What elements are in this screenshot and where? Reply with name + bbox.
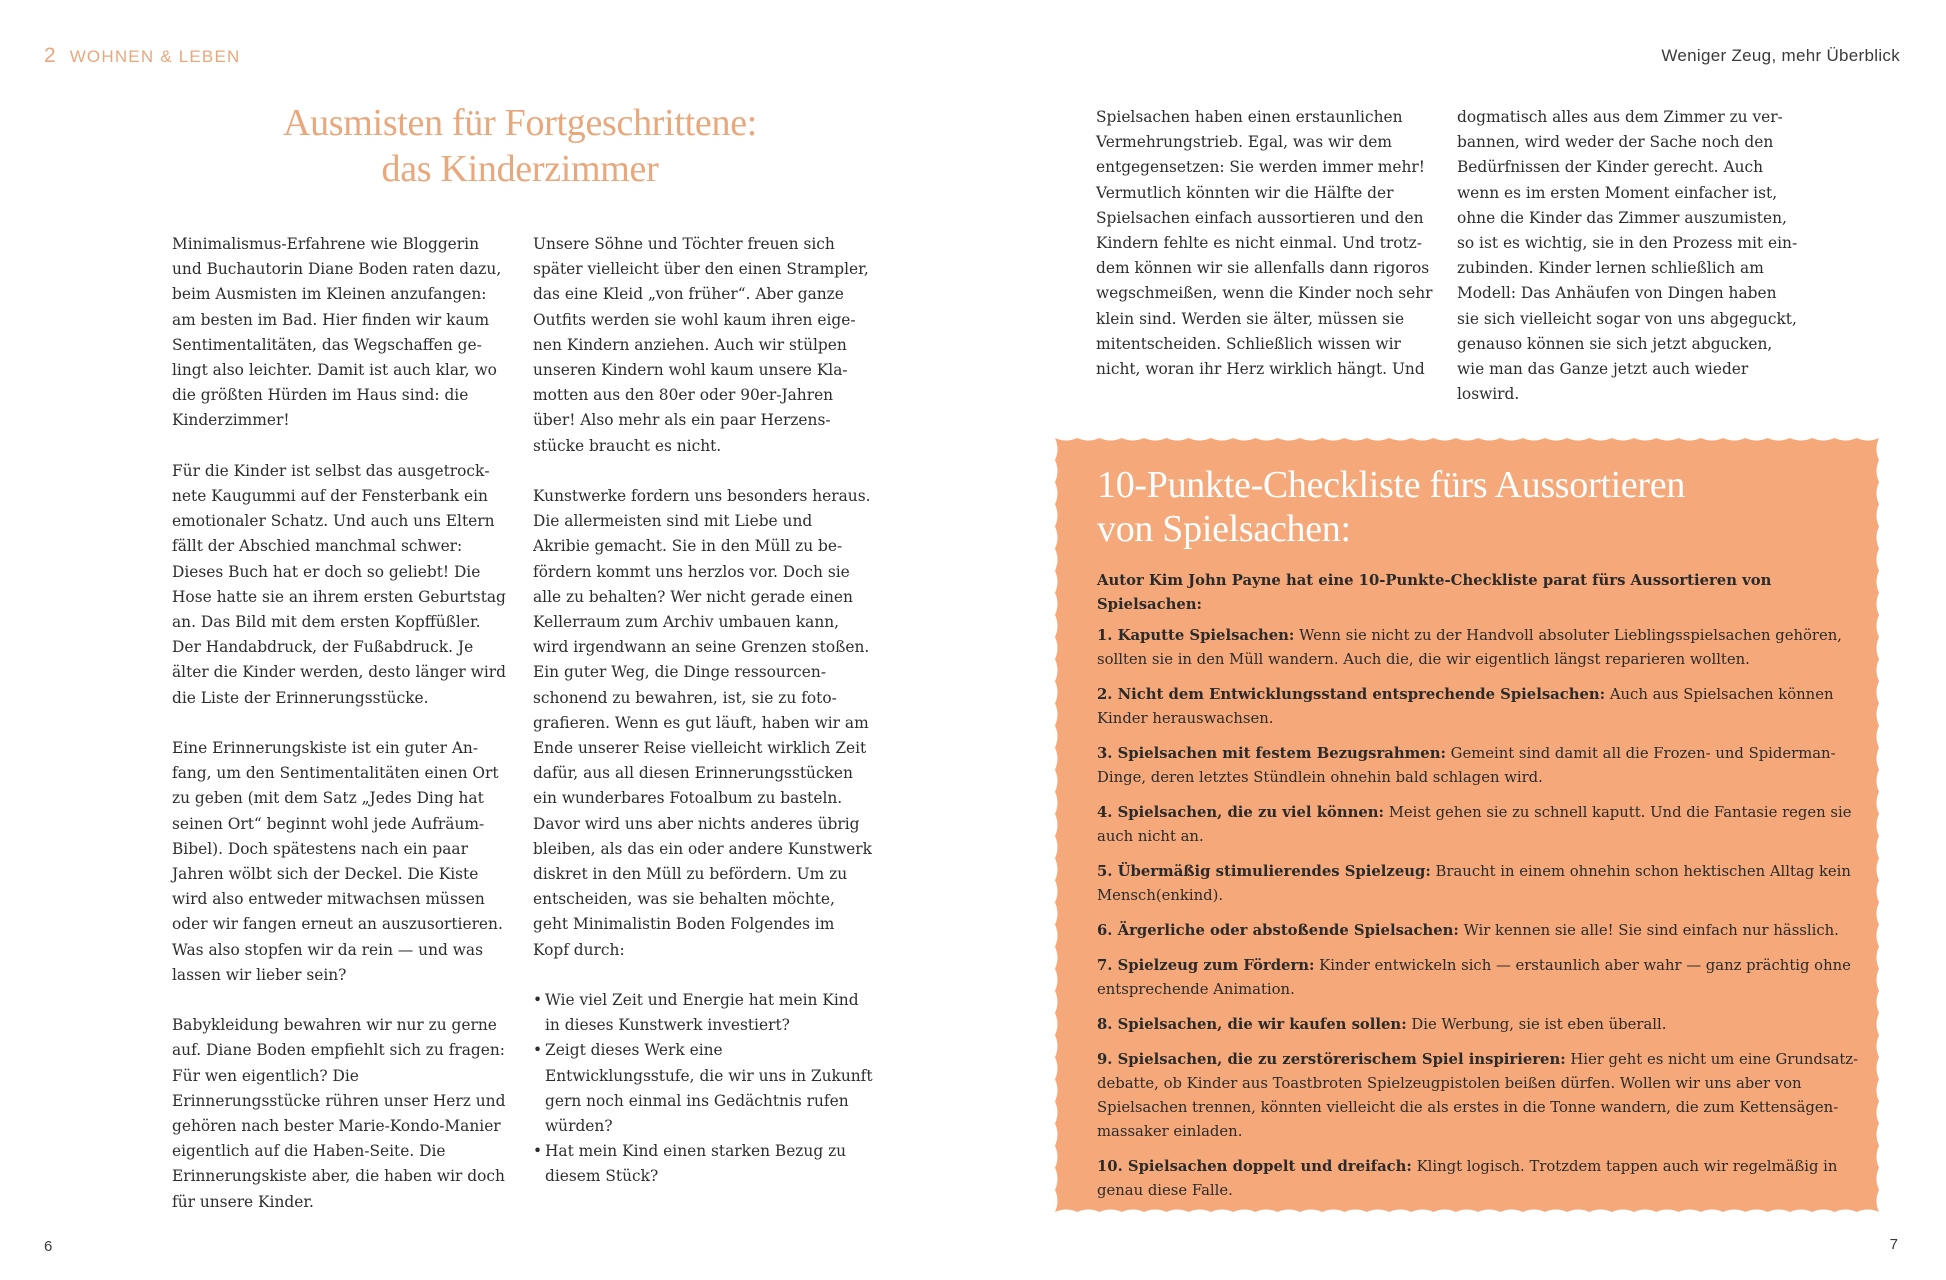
bullet-list	[533, 988, 873, 1190]
text-column-1	[172, 232, 512, 1215]
page-number-left: 6	[44, 1238, 53, 1255]
list-item: • Hat mein Kind einen starken Bezug zu diesem Stück?	[533, 1139, 873, 1189]
page-number-right: 7	[1889, 1236, 1898, 1253]
checklist-item-5	[1097, 860, 1877, 908]
checklist-item-3	[1097, 742, 1877, 790]
paragraph: Spielsachen haben einen erstaunlichen Vermehrungstrieb. Egal, was wir dem entgegensetzen: Sie werden immer mehr! Vermutlich könnten wir die Hälfte der Spielsachen einfach aussortieren und den Kindern fehlte es nicht einmal. Und trotzdem können wir sie allenfalls dann rigoros wegschmeißen, wenn die Kinder noch sehr klein sind. Werden sie älter, müssen sie mitentscheiden. Schließlich wissen wir nicht, woran ihr Herz wirklich hängt. Und	[1096, 108, 1433, 379]
checklist-item-4	[1097, 801, 1877, 849]
checklist-item-6	[1097, 919, 1877, 943]
chapter-header	[44, 44, 240, 68]
checklist-box	[1047, 430, 1887, 1220]
checklist-item-10	[1097, 1155, 1877, 1203]
checklist-item-text: Kinder entwickeln sich — erstaunlich aber wahr — ganz prächtig ohne entsprechende Animation.	[1097, 957, 1851, 998]
checklist-item-heading: 4. Spielsachen, die zu viel können:	[1097, 804, 1384, 821]
checklist-title-line-1: 10-Punkte-Checkliste fürs Aussortieren	[1097, 464, 1686, 506]
checklist-intro: Autor Kim John Payne hat eine 10-Punkte-Checkliste parat fürs Aussortieren von Spielsachen:	[1097, 572, 1772, 613]
text-column-4	[1457, 105, 1802, 407]
article-title-line-1: Ausmisten für Fortgeschrittene:	[282, 102, 758, 144]
checklist-item-heading: 10. Spielsachen doppelt und dreifach:	[1097, 1158, 1412, 1175]
checklist-item-heading: 2. Nicht dem Entwicklungsstand entsprechende Spielsachen:	[1097, 686, 1606, 703]
checklist-item-heading: 6. Ärgerliche oder abstoßende Spielsachen:	[1097, 922, 1459, 939]
checklist-item-heading: 5. Übermäßig stimulierendes Spielzeug:	[1097, 863, 1431, 880]
article-title	[170, 100, 870, 192]
checklist-item-text: Auch aus Spielsachen können Kinder herauswachsen.	[1097, 686, 1834, 727]
checklist-item-text: Wenn sie nicht zu der Handvoll absoluter Lieblingsspielsachen gehören, sollten sie in den Müll wandern. Auch die, die wir eigentlich längst reparieren wollten.	[1097, 627, 1842, 668]
chapter-number: 2	[44, 44, 56, 67]
paragraph: Eine Erinnerungskiste ist ein guter Anfang, um den Sentimentalitäten einen Ort zu geben (mit dem Satz „Jedes Ding hat seinen Ort“ beginnt wohl jede Aufräum-Bibel). Doch spätestens nach ein paar Jahren wölbt sich der Deckel. Die Kiste wird also entweder mitwachsen müssen oder wir fangen erneut an auszusortieren. Was also stopfen wir da rein — und was lassen wir lieber sein?	[172, 739, 503, 984]
checklist-item-heading: 3. Spielsachen mit festem Bezugsrahmen:	[1097, 745, 1446, 762]
checklist-title	[1097, 463, 1877, 551]
checklist-item-heading: 1. Kaputte Spielsachen:	[1097, 627, 1295, 644]
checklist-item-heading: 7. Spielzeug zum Fördern:	[1097, 957, 1315, 974]
list-item: • Zeigt dieses Werk eine Entwicklungsstufe, die wir uns in Zukunft gern noch einmal ins Gedächtnis rufen würden?	[533, 1038, 873, 1139]
checklist-item-heading: 9. Spielsachen, die zu zerstörerischem Spiel inspirieren:	[1097, 1051, 1566, 1068]
paragraph: Minimalismus-Erfahrene wie Bloggerin und Buchautorin Diane Boden raten dazu, beim Ausmisten im Kleinen anzufangen: am besten im Bad. Hier finden wir kaum Sentimentalitäten, das Wegschaffen gelingt also leichter. Damit ist auch klar, wo die größten Hürden im Haus sind: die Kinderzimmer!	[172, 235, 502, 430]
checklist-item-text: Die Werbung, sie ist eben überall.	[1406, 1016, 1667, 1033]
paragraph: Babykleidung bewahren wir nur zu gerne auf. Diane Boden empfiehlt sich zu fragen: Für wen eigentlich? Die Erinnerungsstücke rühren unser Herz und gehören nach bester Marie-Kondo-Manier eigentlich auf die Haben-Seite. Die Erinnerungskiste aber, die haben wir doch für unsere Kinder.	[172, 1016, 506, 1211]
checklist-item-text: Wir kennen sie alle! Sie sind einfach nur hässlich.	[1458, 922, 1839, 939]
checklist-item-text: Hier geht es nicht um eine Grundsatzdebatte, ob Kinder aus Toastbroten Spielzeugpistolen beißen dürfen. Wollen wir uns aber von Spielsachen trennen, könnten vielleicht die als erstes in die Tonne wandern, die zum Kettensägenmassaker einladen.	[1097, 1051, 1859, 1140]
list-item: • Wie viel Zeit und Energie hat mein Kind in dieses Kunstwerk investiert?	[533, 988, 873, 1038]
checklist-content	[1097, 463, 1877, 1214]
paragraph: Kunstwerke fordern uns besonders heraus. Die allermeisten sind mit Liebe und Akribie gemacht. Sie in den Müll zu befördern kommt uns herzlos vor. Doch sie alle zu behalten? Wer nicht gerade einen Kellerraum zum Archiv umbauen kann, wird irgendwann an seine Grenzen stoßen. Ein guter Weg, die Dinge ressourcenschonend zu bewahren, ist, sie zu fotografieren. Wenn es gut läuft, haben wir am Ende unserer Reise vielleicht wirklich Zeit dafür, aus all diesen Erinnerungsstücken ein wunderbares Fotoalbum zu basteln. Davor wird uns aber nichts anderes übrig bleiben, als das ein oder andere Kunstwerk diskret in den Müll zu befördern. Um zu entscheiden, was sie behalten möchte, geht Minimalistin Boden Folgendes im Kopf durch:	[533, 487, 872, 959]
checklist-title-line-2: von Spielsachen:	[1097, 508, 1351, 550]
paragraph: Für die Kinder ist selbst das ausgetrocknete Kaugummi auf der Fensterbank ein emotionaler Schatz. Und auch uns Eltern fällt der Abschied manchmal schwer: Dieses Buch hat er doch so geliebt! Die Hose hatte sie an ihrem ersten Geburtstag an. Das Bild mit dem ersten Kopffüßler. Der Handabdruck, der Fußabdruck. Je älter die Kinder werden, desto länger wird die Liste der Erinnerungsstücke.	[172, 461, 506, 707]
running-title: Weniger Zeug, mehr Überblick	[1661, 46, 1900, 65]
paragraph: Unsere Söhne und Töchter freuen sich später vielleicht über den einen Strampler, das eine Kleid „von früher“. Aber ganze Outfits werden sie wohl kaum ihren eigenen Kindern anziehen. Auch wir stülpen unseren Kindern wohl kaum unsere Klamotten aus den 80er oder 90er-Jahren über! Also mehr als ein paar Herzensstücke braucht es nicht.	[533, 235, 869, 455]
article-title-line-2: das Kinderzimmer	[381, 148, 659, 190]
text-column-2	[533, 232, 873, 1190]
text-column-3	[1096, 105, 1441, 382]
paragraph: dogmatisch alles aus dem Zimmer zu verbannen, wird weder der Sache noch den Bedürfnissen der Kinder gerecht. Auch wenn es im ersten Moment einfacher ist, ohne die Kinder das Zimmer auszumisten, so ist es wichtig, sie in den Prozess mit einzubinden. Kinder lernen schließlich am Modell: Das Anhäufen von Dingen haben sie sich vielleicht sogar von uns abgeguckt, genauso können sie sich jetzt abgucken, wie man das Ganze jetzt auch wieder loswird.	[1457, 108, 1798, 404]
checklist-item-9	[1097, 1048, 1877, 1144]
checklist-item-2	[1097, 683, 1877, 731]
checklist-item-8	[1097, 1013, 1877, 1037]
checklist-item-7	[1097, 954, 1877, 1002]
checklist-item-text: Meist gehen sie zu schnell kaputt. Und die Fantasie regen sie auch nicht an.	[1097, 804, 1852, 845]
checklist-item-text: Braucht in einem ohnehin schon hektischen Alltag kein Mensch(enkind).	[1097, 863, 1851, 904]
chapter-title: WOHNEN & LEBEN	[69, 47, 241, 66]
checklist-item-heading: 8. Spielsachen, die wir kaufen sollen:	[1097, 1016, 1407, 1033]
checklist-item-1	[1097, 624, 1877, 672]
checklist-item-text: Gemeint sind damit all die Frozen- und Spiderman-Dinge, deren letztes Stündlein ohnehin bald schlagen wird.	[1097, 745, 1836, 786]
checklist-item-text: Klingt logisch. Trotzdem tappen auch wir regelmäßig in genau diese Falle.	[1097, 1158, 1838, 1199]
